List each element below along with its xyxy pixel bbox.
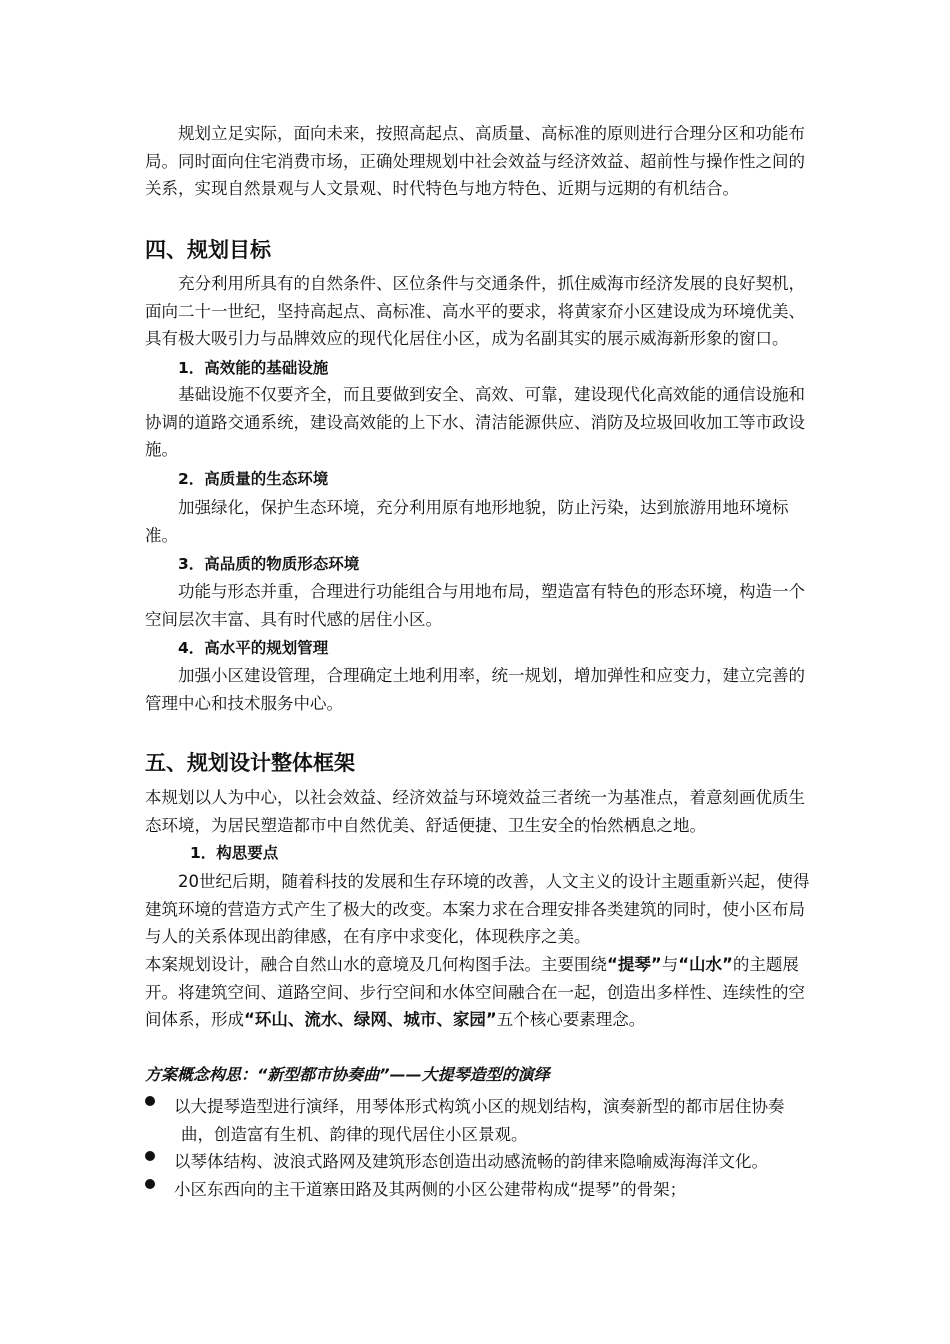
goal-4-title: 4．高水平的规划管理 bbox=[178, 639, 329, 657]
keyword-five-elements: “环山、流水、绿网、城市、家园” bbox=[244, 1010, 497, 1029]
design-text-a: 本案规划设计，融合自然山水的意境及几何构图手法。主要围绕 bbox=[145, 955, 607, 974]
bullet-text bbox=[174, 1176, 810, 1204]
section-5-heading: 五、规划设计整体框架 bbox=[145, 751, 355, 775]
bullet-text bbox=[174, 1148, 810, 1176]
bullet-item bbox=[145, 1093, 810, 1148]
intro-paragraph: 规划立足实际，面向未来，按照高起点、高质量、高标准的原则进行合理分区和功能布局。同时面向住宅消费市场，正确处理规划中社会效益与经济效益、超前性与操作性之间的关系，实现自然景观与人文景观、时代特色与地方特色、近期与远期的有机结合。 bbox=[145, 124, 805, 198]
design-text-c: 的主题展开。将建筑空间、道路空间、步行空间和水体空间融合在一起，创造出多样性、连续性的空间体系，形成 bbox=[145, 955, 805, 1029]
design-text-b: 与 bbox=[661, 955, 679, 974]
keyword-landscape: “山水” bbox=[678, 955, 733, 974]
bullet-item bbox=[145, 1176, 810, 1204]
goal-2-title: 2．高质量的生态环境 bbox=[178, 470, 329, 488]
bullet-line: 以琴体结构、波浪式路网及建筑形态创造出动感流畅的韵律来隐喻威海海洋文化。 bbox=[174, 1152, 768, 1171]
bullet-text bbox=[174, 1093, 810, 1148]
bullet-dot bbox=[145, 1096, 155, 1106]
concept-title: 方案概念构思：“新型都市协奏曲”——大提琴造型的演绎 bbox=[145, 1065, 550, 1084]
section-5-intro: 本规划以人为中心，以社会效益、经济效益与环境效益三者统一为基准点，着意刻画优质生态环境，为居民塑造都市中自然优美、舒适便捷、卫生安全的怡然栖息之地。 bbox=[145, 788, 805, 835]
goal-3-title: 3．高品质的物质形态环境 bbox=[178, 555, 360, 573]
bullet-dot bbox=[145, 1179, 155, 1189]
design-text-d: 五个核心要素理念。 bbox=[496, 1010, 646, 1029]
keyword-violin: “提琴” bbox=[607, 955, 662, 974]
bullet-line: 小区东西向的主干道寨田路及其两侧的小区公建带构成“提琴”的骨架； bbox=[174, 1180, 687, 1199]
section-4-intro: 充分利用所具有的自然条件、区位条件与交通条件，抓住威海市经济发展的良好契机，面向二十一世纪，坚持高起点、高标准、高水平的要求，将黄家夼小区建设成为环境优美、具有极大吸引力与品牌效应的现代化居住小区，成为名副其实的展示威海新形象的窗口。 bbox=[145, 274, 805, 348]
section-4-heading: 四、规划目标 bbox=[145, 238, 271, 262]
concept-point-text: 20世纪后期，随着科技的发展和生存环境的改善，人文主义的设计主题重新兴起，使得建筑环境的营造方式产生了极大的改变。本案力求在合理安排各类建筑的同时，使小区布局与人的关系体现出韵律感，在有序中求变化，体现秩序之美。 bbox=[145, 872, 810, 946]
goal-1-title: 1．高效能的基础设施 bbox=[178, 359, 329, 377]
concept-point-title: 1．构思要点 bbox=[190, 844, 279, 862]
bullet-item bbox=[145, 1148, 810, 1176]
goal-3-text: 功能与形态并重，合理进行功能组合与用地布局，塑造富有特色的形态环境，构造一个空间层次丰富、具有时代感的居住小区。 bbox=[145, 582, 805, 629]
goal-2-text: 加强绿化，保护生态环境，充分利用原有地形地貌，防止污染，达到旅游用地环境标准。 bbox=[145, 498, 789, 545]
bullet-line-continued: 曲，创造富有生机、韵律的现代居住小区景观。 bbox=[181, 1124, 528, 1144]
goal-4-text: 加强小区建设管理，合理确定土地利用率，统一规划，增加弹性和应变力，建立完善的管理中心和技术服务中心。 bbox=[145, 666, 805, 713]
bullet-line: 以大提琴造型进行演绎，用琴体形式构筑小区的规划结构，演奏新型的都市居住协奏 bbox=[174, 1097, 785, 1116]
design-approach-paragraph bbox=[145, 951, 810, 1034]
bullet-dot bbox=[145, 1151, 155, 1161]
goal-1-text: 基础设施不仅要齐全，而且要做到安全、高效、可靠，建设现代化高效能的通信设施和协调的道路交通系统，建设高效能的上下水、清洁能源供应、消防及垃圾回收加工等市政设施。 bbox=[145, 385, 805, 459]
